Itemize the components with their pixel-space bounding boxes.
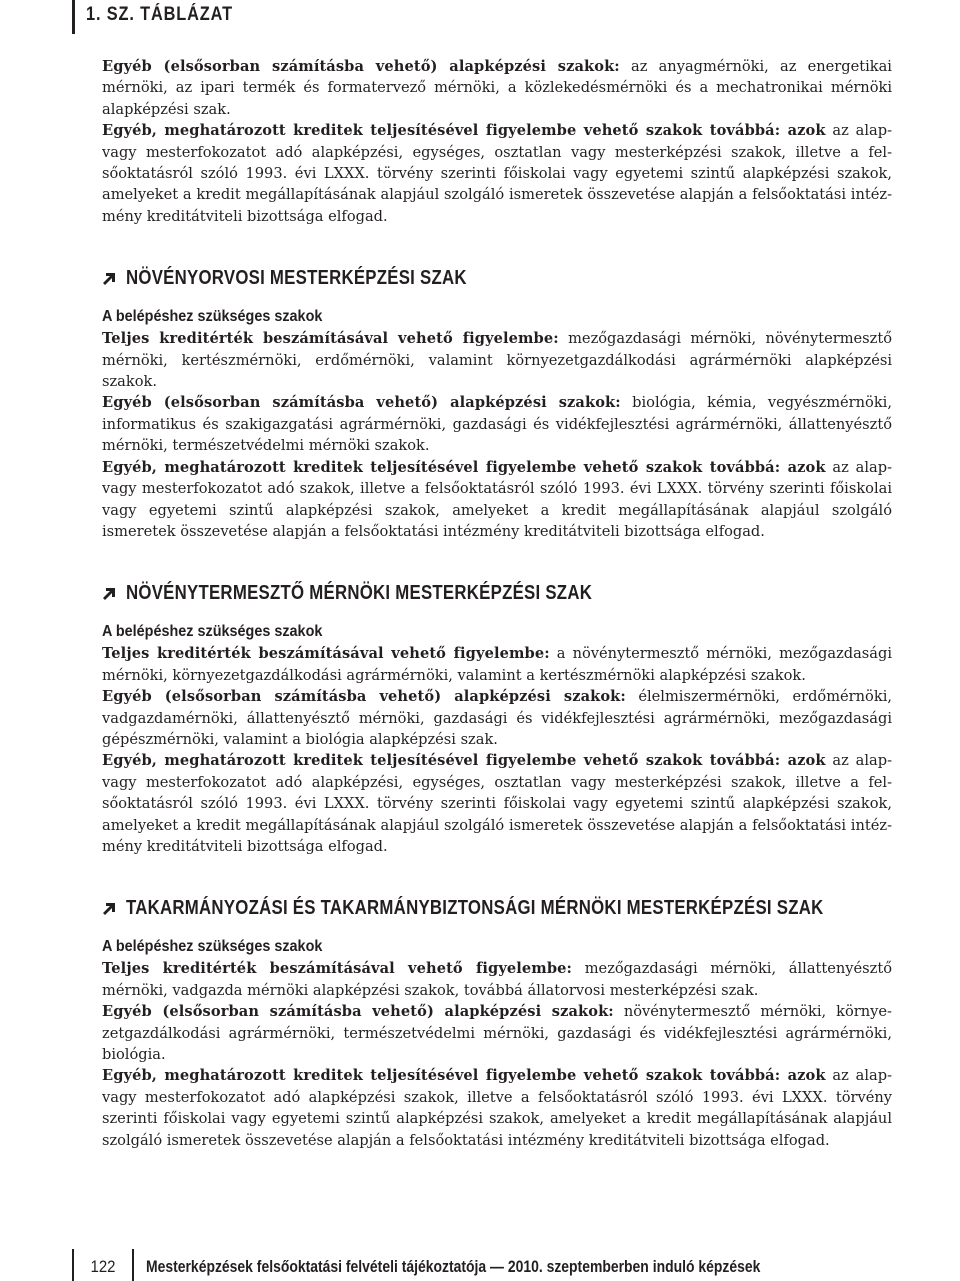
paragraph bbox=[102, 958, 892, 1001]
paragraph-lead: Egyéb (elsősorban számításba vehető) alapképzési szakok: bbox=[102, 688, 626, 706]
section-title: TAKARMÁNYOZÁSI ÉS TAKARMÁNYBIZTONSÁGI MÉRNÖKI MESTERKÉPZÉSI SZAK bbox=[126, 897, 824, 920]
paragraph-text: az alap- vagy mesterfokozatot adó alapképzési szakok, illetve a felsőoktatásról szóló 1993. évi LXXX. törvény szerinti főiskolai vagy egyetemi szintű alapképzési szakok, amelyeket a kredit megállapításának alapjául szolgáló ismeretek összevetése alapján a felsőoktatási intézmény kreditátviteli bizottsága elfogad. bbox=[102, 1067, 892, 1149]
paragraph bbox=[102, 56, 892, 120]
paragraph-lead: Teljes kreditérték beszámításával vehető figyelembe: bbox=[102, 645, 550, 663]
paragraph bbox=[102, 392, 892, 456]
paragraph-lead: Egyéb (elsősorban számításba vehető) alapképzési szakok: bbox=[102, 394, 621, 412]
page-header bbox=[0, 0, 960, 34]
paragraph-text: a növénytermesztő mérnöki, mezőgazdasági mérnöki, környezetgazdálkodási agrármérnöki, valamint a kertészmérnöki alapképzési szakok. bbox=[102, 645, 892, 684]
publication-title: Mesterképzések felsőoktatási felvételi tájékoztatója — 2010. szeptemberben induló képzések bbox=[146, 1257, 761, 1276]
paragraph-text: mezőgazdasági mérnöki, állattenyésztő mérnöki, vadgazda mérnöki alapképzési szakok, továbbá állatorvosi mesterképzési szak. bbox=[102, 960, 892, 999]
paragraph-lead: Egyéb (elsősorban számításba vehető) alapképzési szakok: bbox=[102, 58, 620, 75]
page-number: 122 bbox=[90, 1257, 116, 1276]
footer-rule bbox=[72, 1249, 74, 1281]
paragraph-lead: Egyéb, meghatározott kreditek teljesítésével figyelembe vehető szakok továbbá: azok bbox=[102, 752, 826, 770]
section-novenytermeszto bbox=[102, 582, 892, 857]
section-subheading: A belépéshez szükséges szakok bbox=[102, 623, 323, 641]
section-novenyorvosi bbox=[102, 267, 892, 542]
paragraph bbox=[102, 1001, 892, 1065]
section-heading bbox=[102, 267, 892, 290]
footer-rule bbox=[132, 1249, 134, 1281]
paragraph-text: biológia, kémia, vegyészmérnöki, informatikus és szakigazgatási agrármérnöki, gazdasági és vidékfejlesztési agrármérnöki, állattenyésztő mérnöki, természetvédelmi mérnöki szakok. bbox=[102, 394, 892, 455]
paragraph-text: növénytermesztő mérnöki, környezetgazdálkodási agrármérnöki, természetvédelmi mérnöki, gazdasági és vidékfejlesztési agrármérnöki, biológia. bbox=[102, 1003, 892, 1063]
paragraph bbox=[102, 686, 892, 750]
arrow-up-right-icon bbox=[102, 587, 116, 601]
header-rule bbox=[72, 0, 75, 34]
section-takarmanyozasi bbox=[102, 897, 892, 1151]
section-tag: 1. SZ. TÁBLÁZAT bbox=[86, 4, 233, 25]
paragraph-lead: Egyéb (elsősorban számításba vehető) alapképzési szakok: bbox=[102, 1003, 614, 1021]
paragraph bbox=[102, 457, 892, 543]
section-title: NÖVÉNYTERMESZTŐ MÉRNÖKI MESTERKÉPZÉSI SZAK bbox=[126, 582, 593, 605]
section-title: NÖVÉNYORVOSI MESTERKÉPZÉSI SZAK bbox=[126, 267, 467, 290]
paragraph-text: élelmiszermérnöki, erdőmérnöki, vadgazdamérnöki, állattenyésztő mérnöki, gazdasági és vidékfejlesztési agrármérnöki, mezőgazdasági gépészmérnöki, valamint a biológia alapképzési szak. bbox=[102, 688, 892, 748]
section-heading bbox=[102, 897, 892, 920]
paragraph bbox=[102, 1065, 892, 1151]
paragraph-lead: Teljes kreditérték beszámításával vehető figyelembe: bbox=[102, 960, 573, 978]
paragraph bbox=[102, 120, 892, 227]
arrow-up-right-icon bbox=[102, 902, 116, 916]
arrow-up-right-icon bbox=[102, 272, 116, 286]
paragraph-text: az alap- vagy mesterfokozatot adó szakok, illetve a felsőoktatásról szóló 1993. évi LXXX. törvény szerinti főiskolai vagy egyetemi szintű alapképzési szakok, amelyeket a kredit megállapításának alapjául szolgáló ismeretek összevetése alapján a felsőoktatási intézmény kreditátviteli bizottsága elfogad. bbox=[102, 458, 892, 540]
paragraph-lead: Egyéb, meghatározott kreditek teljesítésével figyelembe vehető szakok továbbá: azok bbox=[102, 1067, 826, 1085]
paragraph-lead: Egyéb, meghatározott kreditek teljesítésével figyelembe vehető szakok továbbá: azok bbox=[102, 122, 826, 140]
paragraph-text: mezőgazdasági mérnöki, növénytermesztő mérnöki, kertészmérnöki, erdőmérnöki, valamint környezetgazdálkodási agrármérnöki alapképzési szakok. bbox=[102, 330, 893, 391]
paragraph-lead: Teljes kreditérték beszámításával vehető figyelembe: bbox=[102, 330, 559, 348]
intro-block bbox=[102, 56, 892, 227]
paragraph-text: az alap- vagy mesterfokozatot adó alapképzési, egységes, osztatlan vagy mesterképzési szakok, illetve a felsőoktatásról szóló 1993. évi LXXX. törvény szerinti főiskolai vagy egyetemi szintű alapképzési szakok, amelyeket a kredit megállapításának alapjául szolgáló ismeretek összevetése alapján a felsőoktatási intézmény kreditátviteli bizottsága elfogad. bbox=[102, 752, 892, 855]
paragraph-text: az alap- vagy mesterfokozatot adó alapképzési, egységes, osztatlan vagy mesterképzési szakok, illetve a felsőoktatásról szóló 1993. évi LXXX. törvény szerinti főiskolai vagy egyetemi szintű alapképzési szakok, amelyeket a kredit megállapításának alapjául szolgáló ismeretek összevetése alapján a felsőoktatási intézmény kreditátviteli bizottsága elfogad. bbox=[102, 122, 892, 225]
page-footer bbox=[0, 1249, 960, 1281]
section-subheading: A belépéshez szükséges szakok bbox=[102, 308, 323, 326]
paragraph-lead: Egyéb, meghatározott kreditek teljesítésével figyelembe vehető szakok továbbá: azok bbox=[102, 458, 826, 476]
paragraph bbox=[102, 643, 892, 686]
section-heading bbox=[102, 582, 892, 605]
page-content bbox=[102, 56, 892, 1151]
paragraph bbox=[102, 328, 892, 392]
paragraph-text: az anyagmérnöki, az energetikai mérnöki, az ipari termék és formatervező mérnöki, a közlekedésmérnöki és a mechatronikai mérnöki alapképzési szak. bbox=[102, 58, 892, 118]
paragraph bbox=[102, 750, 892, 857]
section-subheading: A belépéshez szükséges szakok bbox=[102, 938, 323, 956]
